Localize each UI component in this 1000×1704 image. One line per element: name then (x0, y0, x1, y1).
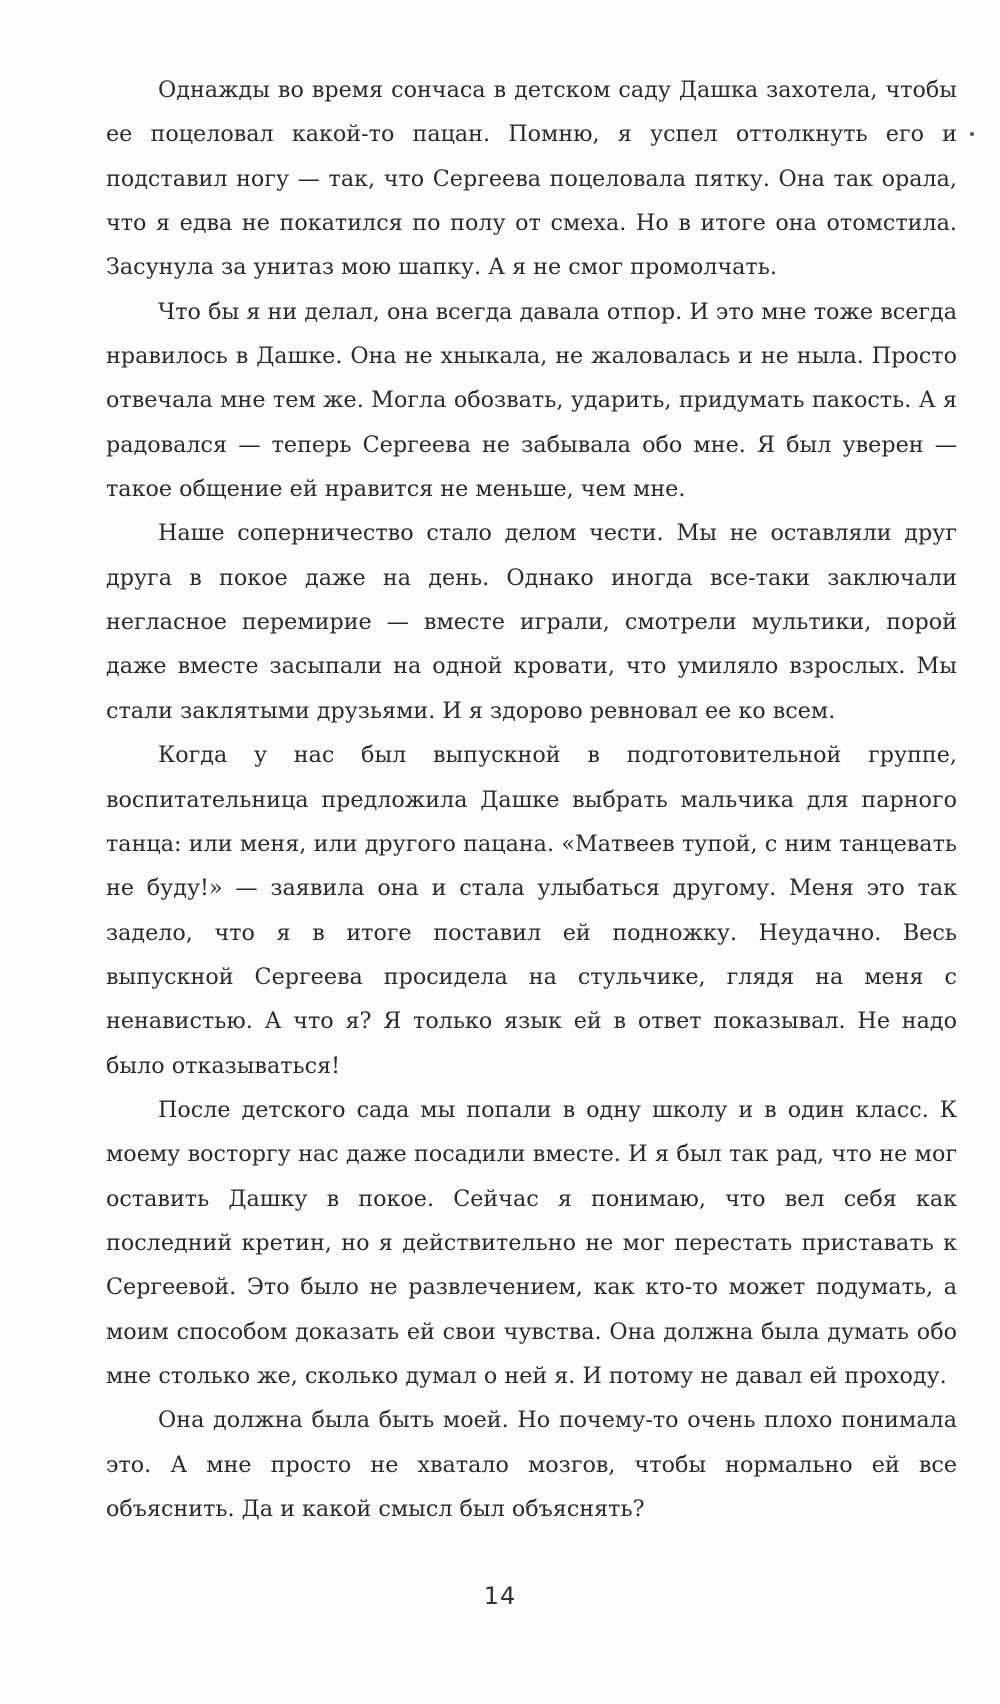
page-number: 14 (483, 1582, 517, 1610)
paragraph: Она должна была быть моей. Но почему-то очень плохо понимала это. А мне просто не хватало мозгов, чтобы нормально ей все объяснить. Да и какой смысл был объяснять? (106, 1407, 957, 1522)
paragraph: Наше соперничество стало делом чести. Мы не оставляли друг друга в покое даже на день. Однако иногда все-таки заключали негласное перемирие — вместе играли, смотрели мультики, порой даже вместе засыпали на одной кровати, что умиляло взрослых. Мы стали заклятыми друзьями. И я здорово ревновал ее ко всем. (106, 520, 957, 724)
paragraph: Что бы я ни делал, она всегда давала отпор. И это мне тоже всегда нравилось в Дашке. Она не хныкала, не жаловалась и не ныла. Просто отвечала мне тем же. Могла обозвать, ударить, придумать пакость. А я радовался — теперь Сергеева не забывала обо мне. Я был уверен — такое общение ей нравится не меньше, чем мне. (106, 298, 957, 503)
paragraph: Когда у нас был выпускной в подготовительной группе, воспитательница предложила Дашке выбрать мальчика для парного танца: или меня, или другого пацана. «Матвеев тупой, с ним танцевать не буду!» — заявила она и стала улыбаться другому. Меня это так задело, что я в итоге поставил ей подножку. Неудачно. Весь выпускной Сергеева просидела на стульчике, глядя на меня с ненавистью. А что я? Я только язык ей в ответ показывал. Не надо было отказываться! (106, 742, 957, 1079)
paragraph: После детского сада мы попали в одну школу и в один класс. К моему восторгу нас даже посадили вместе. И я был так рад, что не мог оставить Дашку в покое. Сейчас я понимаю, что вел себя как последний кретин, но я действительно не мог перестать приставать к Сергеевой. Это было не развлечением, как кто-то может подумать, а моим способом доказать ей свои чувства. Она должна была думать обо мне столько же, сколько думал о ней я. И потому не давал ей проходу. (106, 1096, 957, 1389)
body-text (106, 68, 957, 1531)
stray-ink-mark (970, 132, 974, 136)
paragraph: Однажды во время сончаса в детском саду Дашка захотела, чтобы ее поцеловал какой-то пацан. Помню, я успел оттолкнуть его и подставил ногу — так, что Сергеева поцеловала пятку. Она так орала, что я едва не покатился по полу от смеха. Но в итоге она отомстила. Засунула за унитаз мою шапку. А я не смог промолчать. (106, 77, 957, 281)
